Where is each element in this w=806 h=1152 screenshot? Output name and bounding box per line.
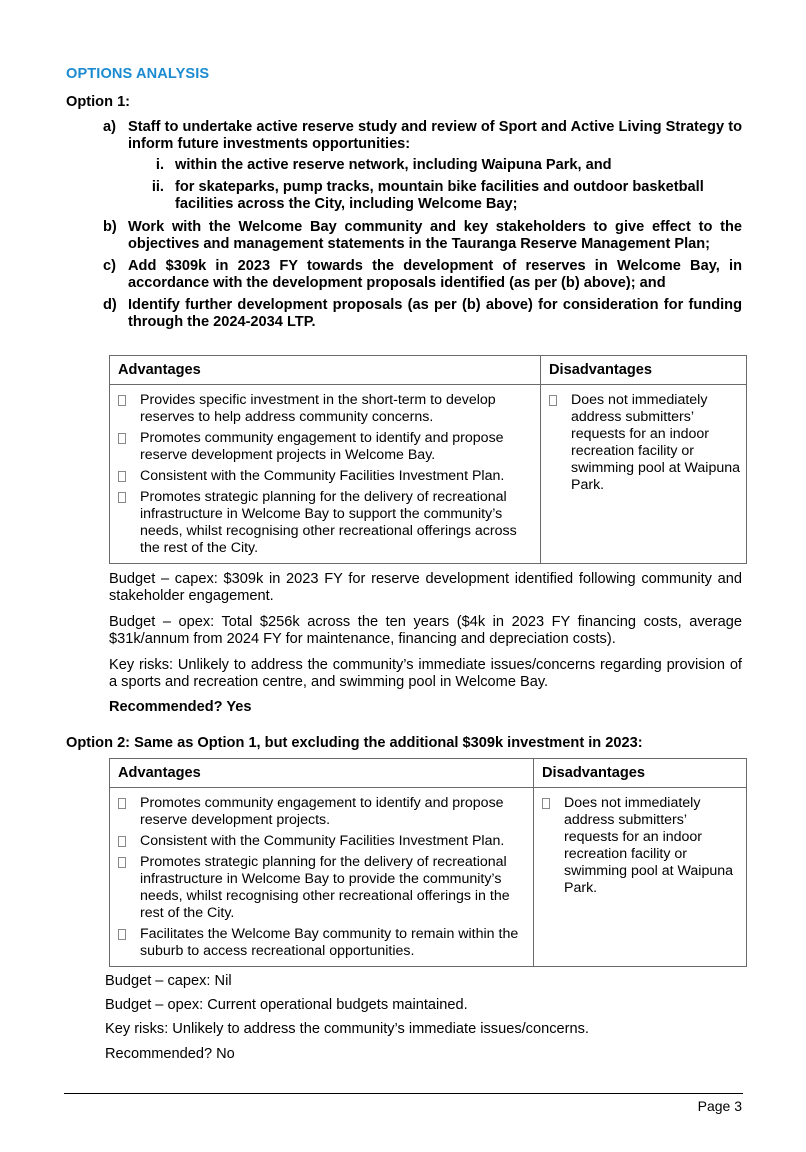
- option2-key-risks: Key risks: Unlikely to address the community’s immediate issues/concerns.: [105, 1021, 589, 1037]
- bullet-icon: [118, 798, 126, 809]
- advantage-text: Promotes strategic planning for the delivery of recreational infrastructure in Welcome Bay to provide the community’s needs, whilst recognising other recreational offerings in the rest of the City.: [140, 854, 510, 921]
- advantage-item: [116, 795, 527, 829]
- advantage-text: Facilitates the Welcome Bay community to remain within the suburb to access recreational opportunities.: [140, 926, 519, 959]
- option1-subitem-ii: [128, 179, 742, 213]
- advantages-cell: [110, 788, 534, 967]
- bullet-icon: [118, 433, 126, 444]
- bullet-icon: [118, 471, 126, 482]
- advantage-text: Promotes community engagement to identify and propose reserve development projects.: [140, 795, 504, 828]
- subitem-text: for skateparks, pump tracks, mountain bike facilities and outdoor basketball facilities across the City, including Welcome Bay;: [175, 179, 704, 212]
- option1-recommended: Recommended? Yes: [109, 699, 252, 715]
- advantage-item: [116, 430, 534, 464]
- advantage-text: Consistent with the Community Facilities Investment Plan.: [140, 833, 505, 849]
- item-text: Identify further development proposals (as per (b) above) for consideration for funding through the 2024-2034 LTP.: [128, 297, 742, 330]
- advantage-text: Promotes strategic planning for the delivery of recreational infrastructure in Welcome Bay to support the community’s needs, whilst recognising other recreational offerings across the rest of the City.: [140, 489, 517, 556]
- option1-list: [95, 119, 742, 336]
- disadvantage-text: Does not immediately address submitters’ requests for an indoor recreation facility or swimming pool at Waipuna Park.: [564, 795, 734, 896]
- bullet-icon: [542, 798, 550, 809]
- option1-item-a: [95, 119, 742, 213]
- item-text: Work with the Welcome Bay community and key stakeholders to give effect to the objectives and management statements in the Tauranga Reserve Management Plan;: [128, 219, 742, 252]
- advantage-item: [116, 926, 527, 960]
- option1-item-d: [95, 297, 742, 331]
- subitem-label: ii.: [151, 179, 164, 195]
- item-label: b): [103, 219, 117, 235]
- disadvantage-item: [547, 392, 740, 494]
- disadvantage-item: [540, 795, 740, 897]
- footer-divider: [64, 1093, 743, 1094]
- option1-item-b: [95, 219, 742, 253]
- bullet-icon: [118, 929, 126, 940]
- disadvantages-cell: [534, 788, 747, 967]
- bullet-icon: [118, 836, 126, 847]
- item-text: Add $309k in 2023 FY towards the development of reserves in Welcome Bay, in accordance with the development proposals identified (as per (b) above); and: [128, 258, 742, 291]
- disadvantage-text: Does not immediately address submitters’ requests for an indoor recreation facility or swimming pool at Waipuna Park.: [571, 392, 741, 493]
- item-label: c): [103, 258, 116, 274]
- advantage-text: Consistent with the Community Facilities Investment Plan.: [140, 468, 505, 484]
- bullet-icon: [549, 395, 557, 406]
- item-label: a): [103, 119, 116, 135]
- advantages-header: Advantages: [110, 356, 541, 385]
- option1-item-c: [95, 258, 742, 292]
- option1-subitem-i: [128, 157, 742, 174]
- bullet-icon: [118, 492, 126, 503]
- advantage-item: [116, 392, 534, 426]
- option2-table: [109, 758, 747, 967]
- option2-budget-capex: Budget – capex: Nil: [105, 973, 232, 989]
- option1-table: [109, 355, 747, 564]
- item-text: Staff to undertake active reserve study and review of Sport and Active Living Strategy to inform future investments opportunities:: [128, 119, 742, 152]
- advantages-header: Advantages: [110, 759, 534, 788]
- page-number: Page 3: [697, 1098, 742, 1114]
- advantage-item: [116, 854, 527, 922]
- option1-budget-opex: Budget – opex: Total $256k across the ten years ($4k in 2023 FY financing costs, average $31k/annum from 2024 FY for maintenance, financing and depreciation costs).: [109, 614, 742, 647]
- advantages-cell: [110, 385, 541, 564]
- bullet-icon: [118, 857, 126, 868]
- advantage-text: Promotes community engagement to identify and propose reserve development projects in Welcome Bay.: [140, 430, 504, 463]
- bullet-icon: [118, 395, 126, 406]
- option2-budget-opex: Budget – opex: Current operational budgets maintained.: [105, 997, 468, 1013]
- disadvantages-header: Disadvantages: [534, 759, 747, 788]
- disadvantages-cell: [541, 385, 747, 564]
- advantage-item: [116, 489, 534, 557]
- advantage-text: Provides specific investment in the short-term to develop reserves to help address community concerns.: [140, 392, 496, 425]
- option1-title: Option 1:: [66, 94, 131, 110]
- option2-recommended: Recommended? No: [105, 1046, 235, 1062]
- disadvantages-header: Disadvantages: [541, 356, 747, 385]
- advantage-item: [116, 833, 527, 850]
- option1-sublist: [128, 157, 742, 213]
- option1-budget-capex: Budget – capex: $309k in 2023 FY for reserve development identified following community and stakeholder engagement.: [109, 571, 742, 604]
- option2-title: Option 2: Same as Option 1, but excluding the additional $309k investment in 2023:: [66, 735, 643, 751]
- item-label: d): [103, 297, 117, 313]
- advantage-item: [116, 468, 534, 485]
- subitem-text: within the active reserve network, including Waipuna Park, and: [175, 157, 612, 173]
- section-heading: OPTIONS ANALYSIS: [66, 66, 210, 82]
- option1-key-risks: Key risks: Unlikely to address the community’s immediate issues/concerns regarding provision of a sports and recreation centre, and swimming pool in Welcome Bay.: [109, 657, 742, 690]
- subitem-label: i.: [155, 157, 164, 173]
